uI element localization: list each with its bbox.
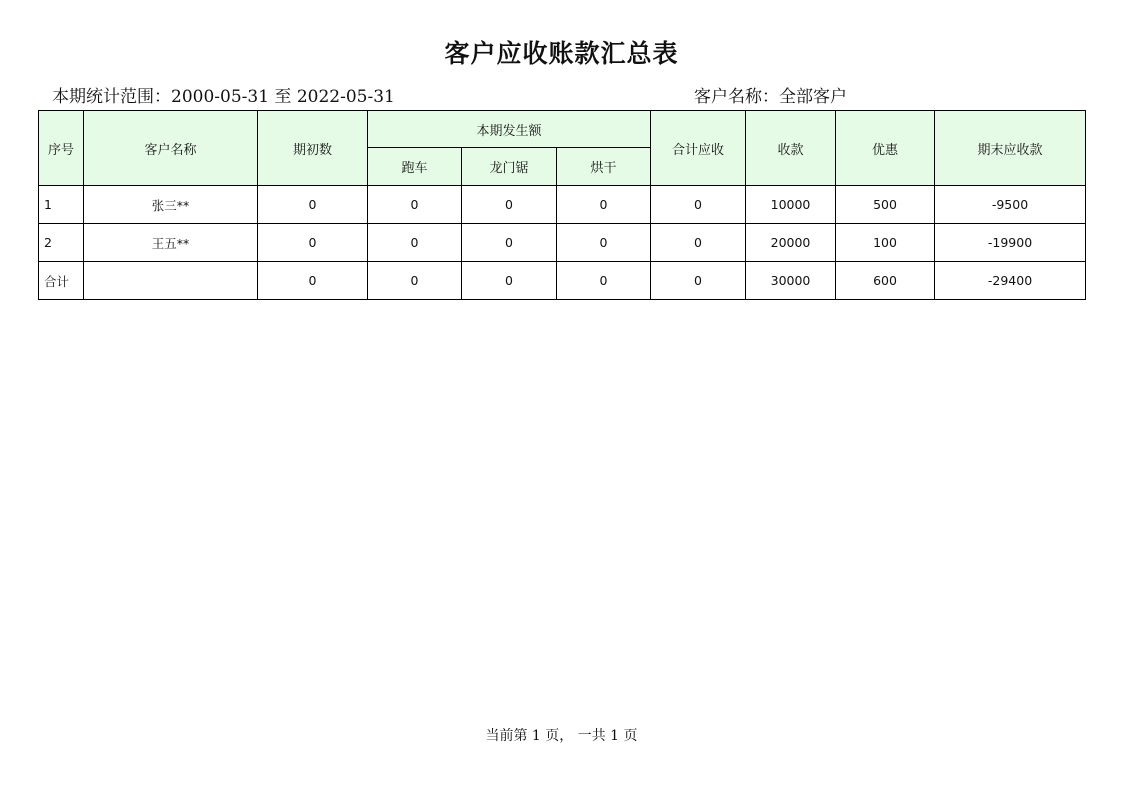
cell-closing: -19900	[935, 224, 1086, 262]
cell-sub3: 0	[557, 262, 651, 300]
header-sub3: 烘干	[557, 148, 651, 186]
header-period-group: 本期发生额	[368, 111, 651, 148]
cell-seq: 合计	[39, 262, 84, 300]
cell-closing: -29400	[935, 262, 1086, 300]
header-total-receivable: 合计应收	[651, 111, 746, 186]
cell-sub1: 0	[368, 262, 462, 300]
header-closing: 期末应收款	[935, 111, 1086, 186]
header-sub2: 龙门锯	[462, 148, 557, 186]
table-row	[39, 224, 1086, 262]
table-row	[39, 186, 1086, 224]
cell-sub1: 0	[368, 224, 462, 262]
header-discount: 优惠	[836, 111, 935, 186]
cell-customer	[84, 262, 258, 300]
cell-total: 0	[651, 262, 746, 300]
cell-customer: 张三**	[84, 186, 258, 224]
header-seq: 序号	[39, 111, 84, 186]
cell-opening: 0	[258, 262, 368, 300]
cell-opening: 0	[258, 186, 368, 224]
cell-discount: 100	[836, 224, 935, 262]
page-indicator: 当前第 1 页， 一共 1 页	[485, 728, 638, 744]
cell-customer: 王五**	[84, 224, 258, 262]
cell-sub2: 0	[462, 186, 557, 224]
cell-sub3: 0	[557, 186, 651, 224]
header-opening: 期初数	[258, 111, 368, 186]
report-title: 客户应收账款汇总表	[444, 39, 679, 68]
cell-sub1: 0	[368, 186, 462, 224]
header-sub1: 跑车	[368, 148, 462, 186]
receivables-summary-table	[38, 110, 1086, 300]
cell-sub3: 0	[557, 224, 651, 262]
cell-total: 0	[651, 186, 746, 224]
customer-filter: 客户名称：全部客户	[694, 87, 847, 107]
summary-row	[39, 262, 1086, 300]
cell-received: 30000	[746, 262, 836, 300]
cell-sub2: 0	[462, 262, 557, 300]
header-received: 收款	[746, 111, 836, 186]
cell-received: 10000	[746, 186, 836, 224]
cell-opening: 0	[258, 224, 368, 262]
cell-discount: 500	[836, 186, 935, 224]
header-row	[39, 111, 1086, 148]
cell-total: 0	[651, 224, 746, 262]
header-customer: 客户名称	[84, 111, 258, 186]
cell-closing: -9500	[935, 186, 1086, 224]
cell-sub2: 0	[462, 224, 557, 262]
cell-discount: 600	[836, 262, 935, 300]
cell-seq: 2	[39, 224, 84, 262]
cell-received: 20000	[746, 224, 836, 262]
period-range: 本期统计范围：2000-05-31 至 2022-05-31	[52, 87, 395, 107]
cell-seq: 1	[39, 186, 84, 224]
